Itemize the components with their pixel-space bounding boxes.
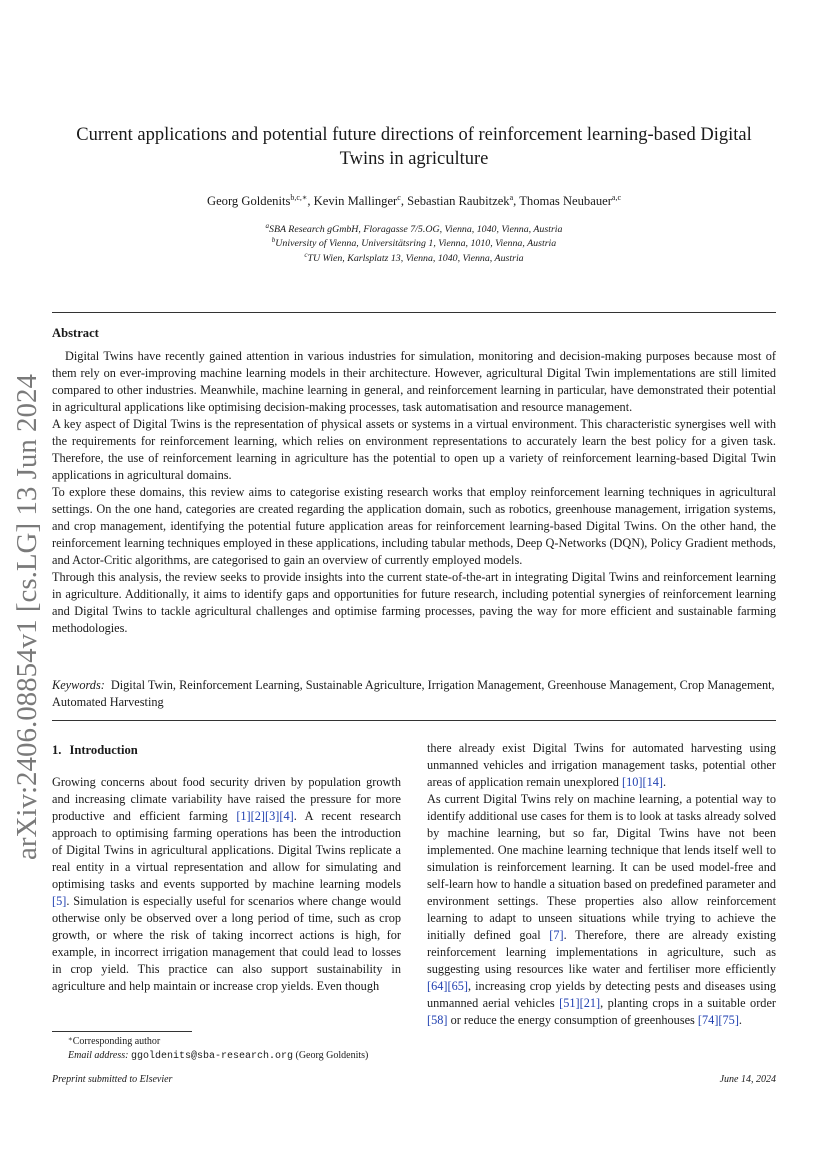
corresponding-author-note: Corresponding author <box>72 1036 161 1047</box>
author-name: Kevin Mallinger <box>313 194 398 208</box>
text-run: or reduce the energy consumption of greenhouses <box>447 1013 698 1027</box>
citation-link[interactable]: [1] <box>236 809 251 823</box>
citation-link[interactable]: [7] <box>549 928 564 942</box>
abstract-paragraph: A key aspect of Digital Twins is the representation of physical assets or systems in a virtual environment. This characteristic synergises well with the requirements for reinforcement learning, which relies on environment representations to accurately learn the best policy for a given task. Therefore, the use of reinforcement learning in agriculture has the potential to open up a variety of reinforcement learning-based Digital Twin applications in agricultural domains. <box>52 417 776 482</box>
arxiv-stamp <box>3 372 47 862</box>
citation-link[interactable]: [4] <box>279 809 294 823</box>
abstract-paragraph: Through this analysis, the review seeks to provide insights into the current state-of-the-art in integrating Digital Twins and reinforcement learning in agriculture. Additionally, it aims to identify gaps and opportunities for future research, including potential synergies of reinforcement learning and Digital Twins to tackle agricultural challenges and optimise farming processes, paving the way for more efficient and sustainable farming methodologies. <box>52 570 776 635</box>
affiliation <box>60 223 768 237</box>
email-owner: (Georg Goldenits) <box>295 1050 369 1061</box>
right-column <box>427 740 776 1029</box>
text-run: . Therefore, there are already existing reinforcement learning implementations in agriculture, such as suggesting using resources like water and fertiliser more efficiently <box>427 928 776 976</box>
affiliation <box>60 237 768 251</box>
author-affiliation-mark: b,c,∗ <box>290 193 308 202</box>
intro-paragraph-1 <box>52 774 401 995</box>
affiliation-mark: c <box>304 250 308 259</box>
section-number: 1. <box>52 743 62 757</box>
keywords <box>52 677 776 711</box>
text-run: . A recent research approach to optimising farming operations has been the introduction of Digital Twins in agricultural applications. Digital Twins replicate a real entity in a virtual representation and allow for simulating and optimising tasks and events supported by machine learning models <box>52 809 401 891</box>
citation-link[interactable]: [74] <box>697 1013 719 1027</box>
keywords-text: Digital Twin, Reinforcement Learning, Sustainable Agriculture, Irrigation Management, Greenhouse Management, Crop Management, Automated Harvesting <box>52 678 775 709</box>
email-address[interactable]: ggoldenits@sba-research.org <box>130 1051 293 1062</box>
abstract-heading: Abstract <box>52 326 99 340</box>
text-run: As current Digital Twins rely on machine learning, a potential way to identify additional use cases for them is to look at tasks already solved by machine learning, but so far, Digital Twins have not been implemented. One machine learning technique that lends itself well to simulation is reinforcement learning. It can be used model-free and self-learn how to handle a situation based on predefined parameter and environment settings. These properties also allow reinforcement learning to adapt to unseen situations while trying to achieve the initially defined goal <box>427 792 776 942</box>
footnote <box>52 1035 412 1064</box>
affiliation <box>60 252 768 266</box>
citation-link[interactable]: [5] <box>52 894 67 908</box>
text-run: . <box>738 1013 742 1027</box>
text-run: there already exist Digital Twins for automated harvesting using unmanned vehicles and irrigation management tasks, potential other areas of application remain unexplored <box>427 741 776 789</box>
preprint-note: Preprint submitted to Elsevier <box>52 1074 173 1085</box>
paper-title: Current applications and potential future directions of reinforcement learning-based Digital Twins in agriculture <box>76 125 752 169</box>
citation-link[interactable]: [14] <box>642 775 663 789</box>
affiliation-text: SBA Research gGmbH, Floragasse 7/5.OG, Vienna, 1040, Vienna, Austria <box>269 224 563 235</box>
text-run: . <box>662 775 667 789</box>
author-name: Georg Goldenits <box>206 194 291 208</box>
affiliation-text: TU Wien, Karlsplatz 13, Vienna, 1040, Vienna, Austria <box>307 252 524 264</box>
abstract-top-rule <box>52 312 776 313</box>
arxiv-stamp-text: arXiv:2406.08854v1 [cs.LG] 13 Jun 2024 <box>12 390 43 860</box>
abstract-paragraph: To explore these domains, this review aims to categorise existing research works that employ reinforcement learning techniques in agricultural settings. On the one hand, categories are created regarding the application domain, such as robotics, greenhouse management, irrigation systems, and crop management, identifying the potential future application areas for reinforcement learning-based Digital Twins. On the other hand, the reinforcement learning techniques employed in these applications, including tabular methods, Deep Q-Networks (DQN), Policy Gradient methods, and Actor-Critic algorithms, are categorised to gain an overview of currently employed models. <box>52 485 776 567</box>
left-column <box>52 740 401 995</box>
text-run: . Simulation is especially useful for scenarios where change would otherwise only be observed over a long period of time, such as crop growth, or where the risk of taking incorrect actions is high, for example, in incorrect irrigation management that could lead to losses in crop yield. This practice can also support sustainability in agriculture and help maintain or increase crop yields. Even though <box>52 894 401 993</box>
affiliation-mark: b <box>271 236 276 245</box>
citation-link[interactable]: [10] <box>621 775 643 789</box>
email-label: Email address: <box>68 1050 129 1061</box>
footer-date: June 14, 2024 <box>719 1074 776 1085</box>
keywords-label: Keywords: <box>52 678 105 692</box>
affiliation-list <box>60 223 768 266</box>
citation-link[interactable]: [65] <box>447 979 468 993</box>
intro-paragraph-continued <box>427 740 776 791</box>
citation-link[interactable]: [51] <box>559 996 580 1010</box>
citation-link[interactable]: [3] <box>265 809 280 823</box>
author-affiliation-mark: a,c <box>611 193 622 202</box>
affiliation-mark: a <box>265 222 269 230</box>
footnote-rule <box>52 1031 192 1032</box>
abstract-paragraph: Digital Twins have recently gained attention in various industries for simulation, monitoring and decision-making purposes because most of them rely on ever-improving machine learning models in their architecture. However, agricultural Digital Twin implementations are still limited compared to other industries. Meanwhile, machine learning in general, and reinforcement learning in particular, have demonstrated their potential in agricultural applications like optimising decision-making processes, task automatisation and resource management. <box>52 349 776 414</box>
citation-link[interactable]: [2] <box>250 809 265 823</box>
author-name: Sebastian Raubitzek <box>407 194 510 208</box>
author-list: Georg Goldenits$^{b,c,∗}$, Kevin Mallinger$^c$, Sebastian Raubitzek$^a$, Thomas Neubauer$^{a,c}$ <box>206 193 622 208</box>
text-run: Growing concerns about food security driven by population growth and increasing climate variability have raised the pressure for more productive and efficient farming <box>52 775 401 823</box>
author-affiliation-mark: a <box>509 193 514 202</box>
section-heading <box>52 742 401 759</box>
citation-link[interactable]: [75] <box>718 1013 739 1027</box>
intro-paragraph-2 <box>427 791 776 1029</box>
citation-link[interactable]: [21] <box>579 996 601 1010</box>
text-run: , planting crops in a suitable order <box>600 996 776 1010</box>
citation-link[interactable]: [58] <box>427 1013 448 1027</box>
abstract-bottom-rule <box>52 720 776 721</box>
citation-link[interactable]: [64] <box>427 979 448 993</box>
section-title: Introduction <box>69 743 138 757</box>
author-affiliation-mark: c <box>397 193 401 202</box>
abstract-body <box>52 348 776 637</box>
affiliation-text: University of Vienna, Universitätsring 1, Vienna, 1010, Vienna, Austria <box>275 238 557 250</box>
text-run: , increasing crop yields by detecting pests and diseases using unmanned aerial vehicles <box>427 979 776 1010</box>
author-name: Thomas Neubauer <box>519 194 612 208</box>
footnote-marker: ∗ <box>68 1035 73 1043</box>
